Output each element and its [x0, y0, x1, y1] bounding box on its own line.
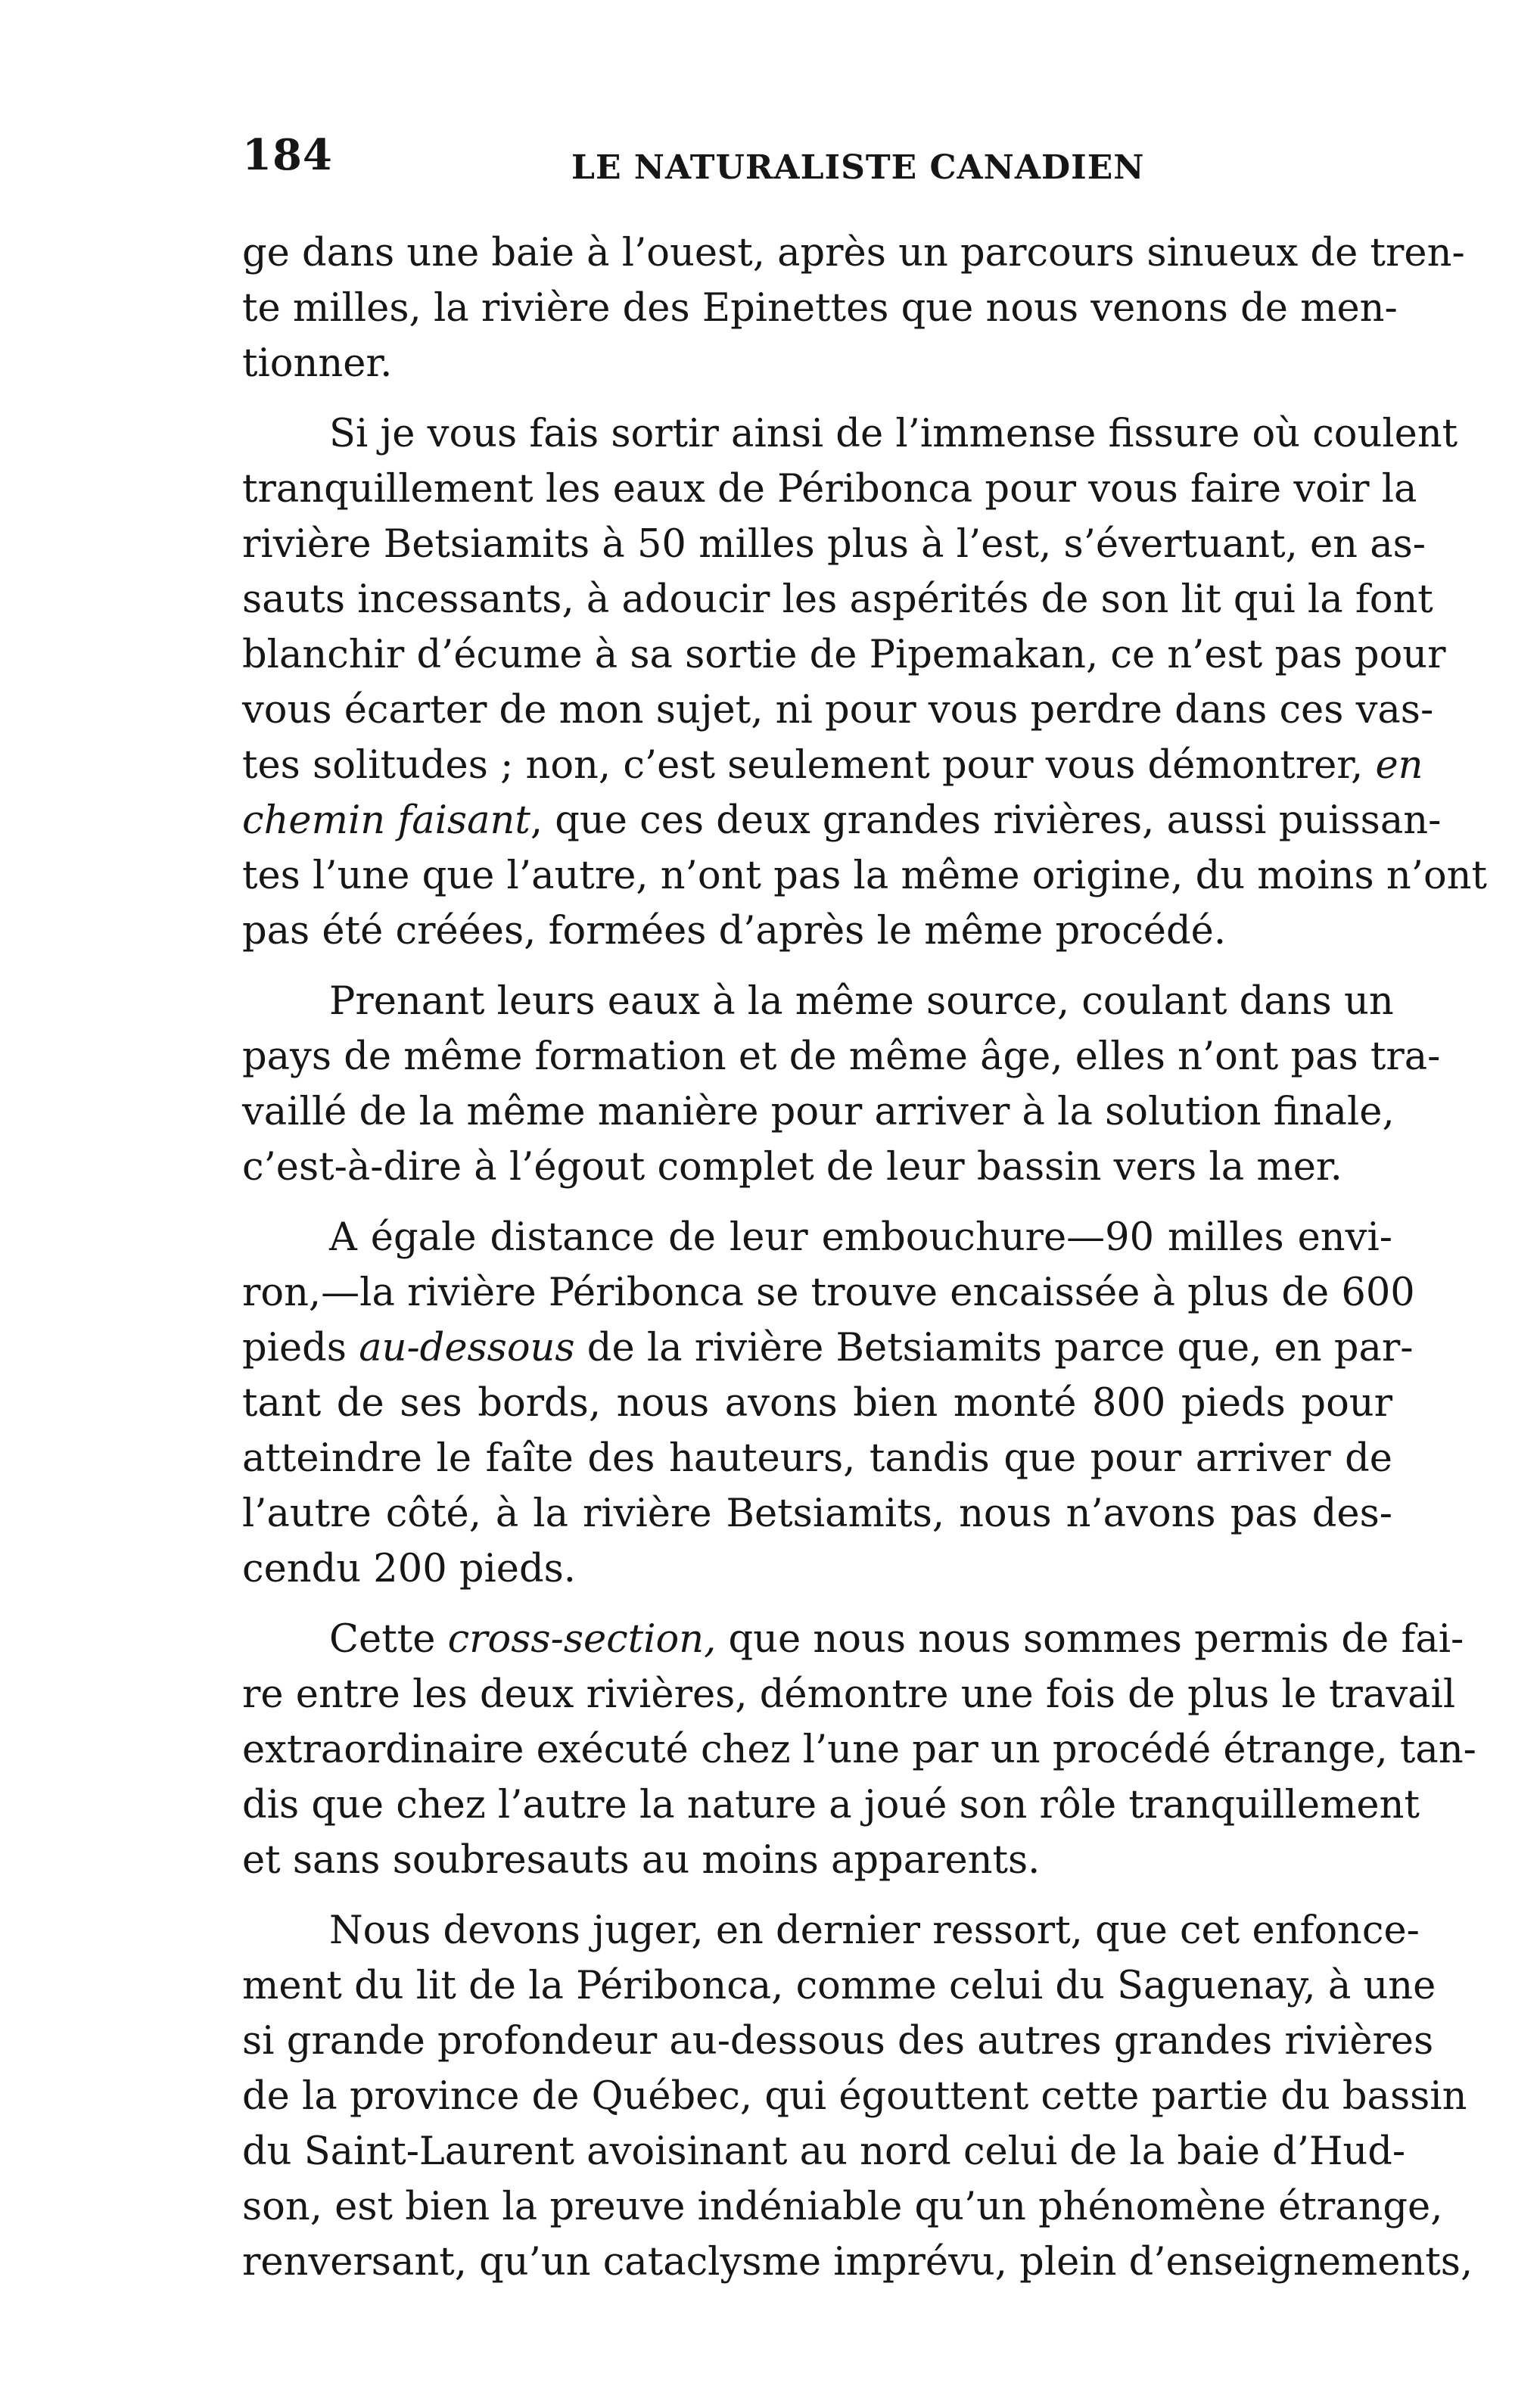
text-line: atteindre le faîte des hauteurs, tandis que pour arriver de: [242, 1436, 1392, 1481]
text-line: tionner.: [242, 341, 393, 386]
text-line: dis que chez l’autre la nature a joué son rôle tranquillement: [242, 1783, 1420, 1827]
italic-text: au-dessous: [359, 1326, 575, 1370]
text-segment: pieds: [242, 1326, 347, 1370]
text-line: extraordinaire exécuté chez l’une par un procédé étrange, tan-: [242, 1728, 1476, 1772]
text-line: blanchir d’écume à sa sortie de Pipemakan, ce n’est pas pour: [242, 633, 1446, 677]
text-line: re entre les deux rivières, démontre une fois de plus le travail: [242, 1672, 1456, 1717]
text-segment: tes solitudes ; non, c’est seulement pour vous démontrer,: [242, 743, 1364, 788]
text-segment: que nous nous sommes permis de fai-: [728, 1617, 1464, 1662]
text-line: renversant, qu’un cataclysme imprévu, plein d’enseignements,: [242, 2240, 1473, 2285]
text-line: Prenant leurs eaux à la même source, coulant dans un: [329, 979, 1394, 1024]
text-line: Nous devons juger, en dernier ressort, que cet enfonce-: [329, 1908, 1420, 1953]
text-line: son, est bien la preuve indéniable qu’un phénomène étrange,: [242, 2185, 1443, 2229]
paragraph: [242, 226, 1465, 391]
text-line: vaillé de la même manière pour arriver à la solution finale,: [242, 1090, 1395, 1134]
paragraph: [242, 1210, 1415, 1597]
text-segment: , que ces deux grandes rivières, aussi puissan-: [530, 798, 1442, 843]
text-line: si grande profondeur au-dessous des autres grandes rivières: [242, 2019, 1434, 2064]
text-line: du Saint-Laurent avoisinant au nord celui de la baie d’Hud-: [242, 2129, 1406, 2174]
text-line: cendu 200 pieds.: [242, 1547, 577, 1591]
italic-text: cross-section,: [447, 1617, 717, 1662]
text-line: l’autre côté, à la rivière Betsiamits, nous n’avons pas des-: [242, 1491, 1392, 1536]
text-line: Si je vous fais sortir ainsi de l’immense fissure où coulent: [329, 412, 1458, 456]
text-line: pas été créées, formées d’après le même procédé.: [242, 909, 1227, 953]
text-line: [242, 738, 1423, 793]
text-line: vous écarter de mon sujet, ni pour vous perdre dans ces vas-: [242, 688, 1434, 732]
text-line: A égale distance de leur embouchure—90 milles envi-: [329, 1215, 1392, 1260]
text-line: c’est-à-dire à l’égout complet de leur bassin vers la mer.: [242, 1145, 1342, 1190]
text-line: ron,—la rivière Péribonca se trouve encaissée à plus de 600: [242, 1271, 1415, 1315]
text-line: tes l’une que l’autre, n’ont pas la même origine, du moins n’ont: [242, 854, 1487, 898]
text-line: tranquillement les eaux de Péribonca pour vous faire voir la: [242, 467, 1417, 512]
text-line: ment du lit de la Péribonca, comme celui du Saguenay, à une: [242, 1964, 1436, 2008]
italic-text: chemin faisant: [242, 798, 530, 843]
paragraph: [242, 406, 1487, 959]
text-line: [242, 1612, 1464, 1667]
paragraph: [242, 1903, 1473, 2290]
italic-text: en: [1375, 743, 1423, 788]
text-segment: Cette: [329, 1617, 436, 1662]
text-line: pays de même formation et de même âge, elles n’ont pas tra-: [242, 1034, 1441, 1079]
text-line: tant de ses bords, nous avons bien monté 800 pieds pour: [242, 1381, 1392, 1426]
running-title: LE NATURALISTE CANADIEN: [571, 148, 1145, 187]
text-line: rivière Betsiamits à 50 milles plus à l’est, s’évertuant, en as-: [242, 522, 1426, 567]
text-line: te milles, la rivière des Epinettes que nous venons de men-: [242, 286, 1398, 331]
text-segment: de la rivière Betsiamits parce que, en par-: [586, 1326, 1414, 1370]
text-line: sauts incessants, à adoucir les aspérités de son lit qui la font: [242, 577, 1433, 622]
body-text: [242, 226, 1487, 2290]
text-line: [242, 1320, 1414, 1376]
paragraph: [242, 974, 1441, 1195]
text-line: et sans soubresauts au moins apparents.: [242, 1838, 1041, 1883]
paragraph: [242, 1612, 1476, 1888]
text-line: ge dans une baie à l’ouest, après un parcours sinueux de tren-: [242, 231, 1465, 275]
page-number: 184: [242, 130, 333, 180]
text-line: [242, 793, 1442, 848]
text-line: de la province de Québec, qui égouttent cette partie du bassin: [242, 2074, 1467, 2119]
